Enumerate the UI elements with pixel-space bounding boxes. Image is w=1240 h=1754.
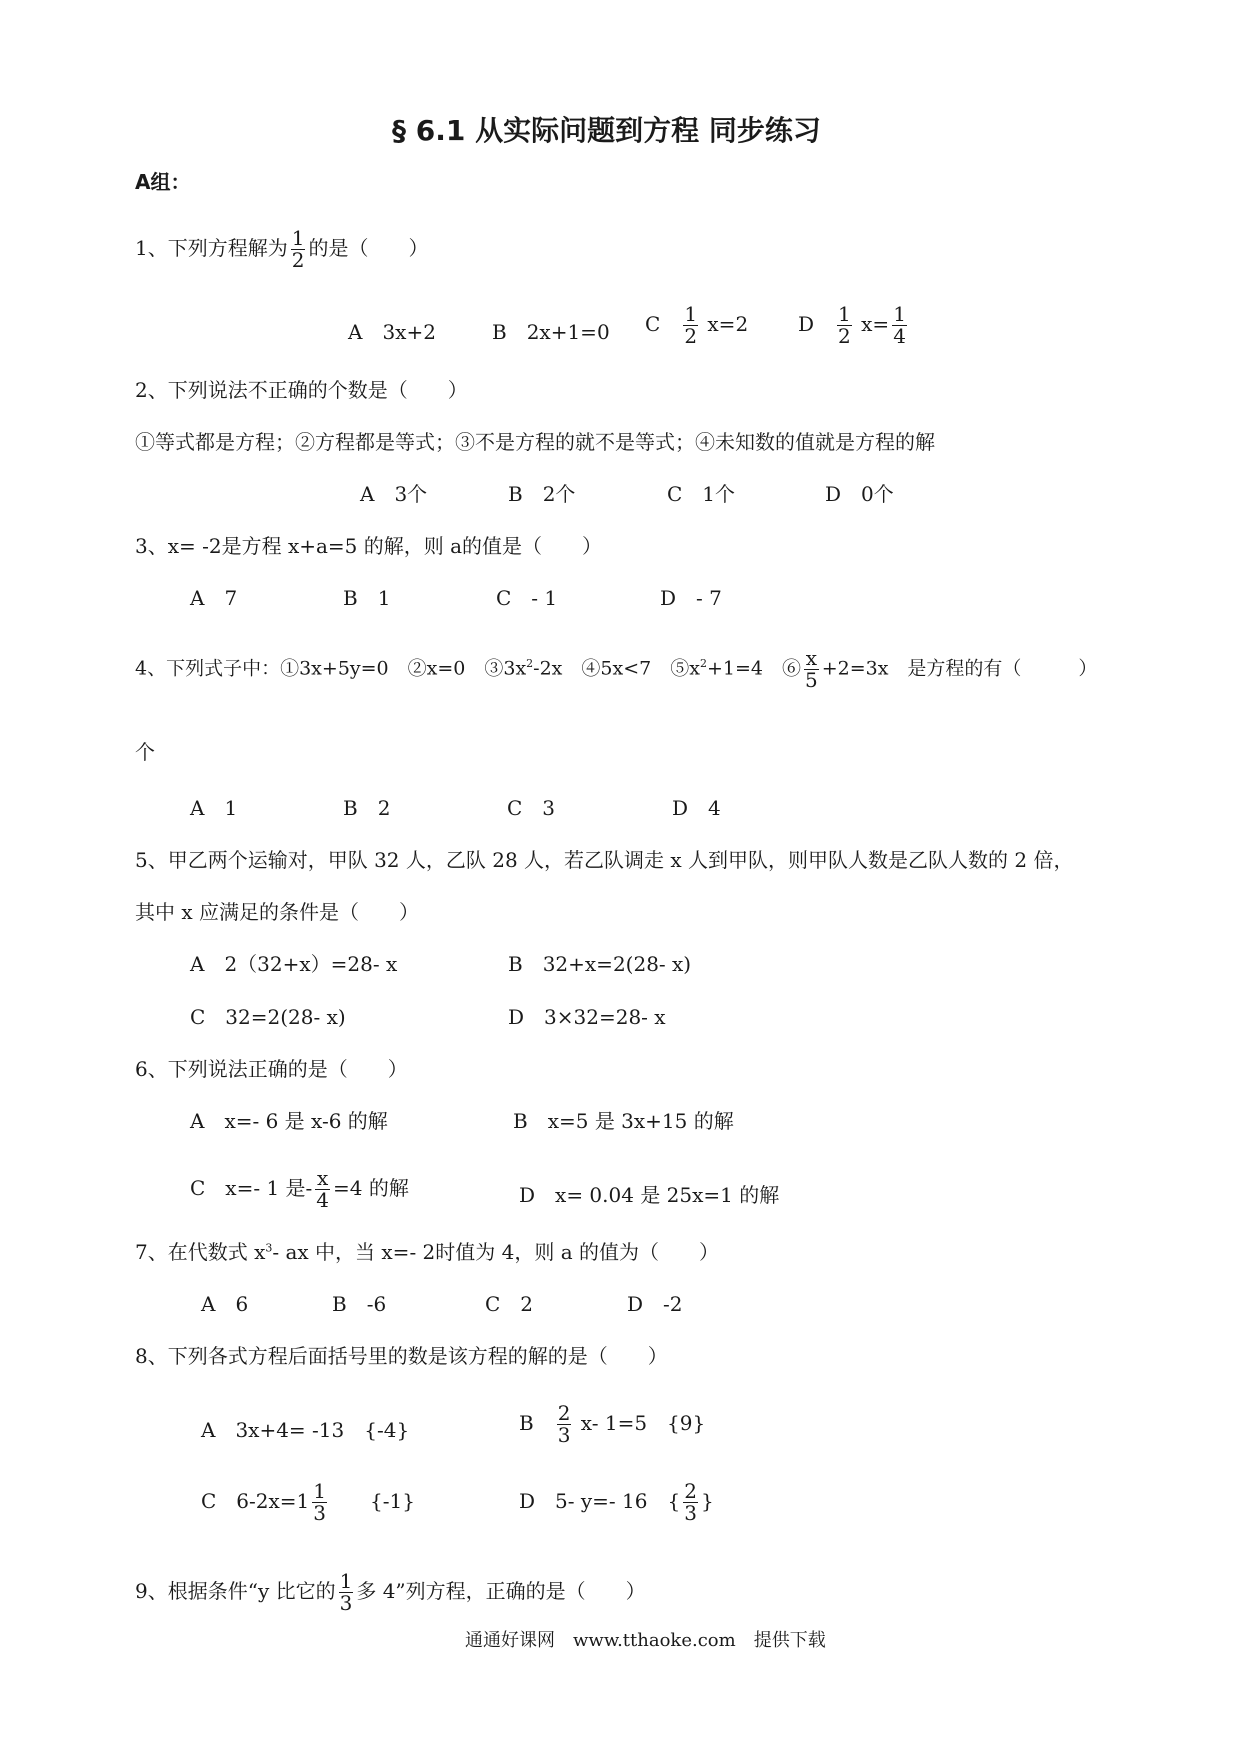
option-a: A 7 <box>190 586 238 610</box>
fraction: $\frac{1}{2}$ <box>838 302 851 348</box>
option-b: B 2x+1=0 <box>492 320 610 344</box>
fraction: $\frac{x}{4}$ <box>316 1166 330 1212</box>
question-6: 6、下列说法正确的是（ ） <box>135 1057 408 1081</box>
option-d: D 3×32=28- x <box>508 1005 666 1029</box>
option-b: B -6 <box>332 1292 387 1316</box>
option-c: C - 1 <box>496 586 558 610</box>
question-4: 4、下列式子中：①3x+5y=0 ②x=0 $③3x^2-2x$ ④5x<7 $⑤x^2+1=4$ ⑥ $\frac{x}{5}$ +2=3x 是方程的有（ ） <box>135 646 1098 692</box>
option-c: C 2 <box>485 1292 534 1316</box>
option-d: D -2 <box>627 1292 683 1316</box>
option-a: A 1 <box>190 796 238 820</box>
option-b: B x=5 是 3x+15 的解 <box>513 1109 734 1133</box>
option-a: A 3x+4= -13 {-4} <box>201 1418 410 1442</box>
question-5-line-2: 其中 x 应满足的条件是（ ） <box>135 900 419 924</box>
option-a: A 2（32+x）=28- x <box>190 952 398 976</box>
question-2-statements: ①等式都是方程；②方程都是等式；③不是方程的就不是等式；④未知数的值就是方程的解 <box>135 430 935 454</box>
option-b: B 32+x=2(28- x) <box>508 952 692 976</box>
option-b: B 1 <box>343 586 391 610</box>
option-d: D - 7 <box>660 586 722 610</box>
option-b: B $\frac{2}{3}$ x- 1=5 {9} <box>519 1401 706 1447</box>
question-5: 5、甲乙两个运输对，甲队 32 人，乙队 28 人，若乙队调走 x 人到甲队，则甲队人数是乙队人数的 2 倍， <box>135 848 1074 872</box>
option-a: A x=- 6 是 x-6 的解 <box>190 1109 388 1133</box>
option-b: B 2 <box>343 796 391 820</box>
option-b: B 2个 <box>508 482 576 506</box>
question-9: 9、根据条件“y 比它的 $\frac{1}{3}$ 多 4”列方程，正确的是（ ） <box>135 1569 646 1615</box>
option-d: D 5- y=- 16 { $\frac{2}{3}$ } <box>519 1479 714 1525</box>
option-c: C 1个 <box>667 482 736 506</box>
fraction: $\frac{1}{2}$ <box>291 226 305 272</box>
option-c: C 6-2x=1 $\frac{1}{3}$ {-1} <box>201 1479 415 1525</box>
fraction: $\frac{1}{3}$ <box>339 1569 353 1615</box>
fraction: $\frac{1}{2}$ <box>684 302 698 348</box>
page-title: § 6.1 从实际问题到方程 同步练习 <box>392 114 821 147</box>
question-8: 8、下列各式方程后面括号里的数是该方程的解的是（ ） <box>135 1344 668 1368</box>
fraction: $\frac{x}{5}$ <box>804 646 818 692</box>
option-a: A 3个 <box>360 482 428 506</box>
option-d: D 0个 <box>825 482 894 506</box>
option-d: D $\frac{1}{2}$ x= $\frac{1}{4}$ <box>798 302 906 348</box>
fraction: $\frac{2}{3}$ <box>684 1479 697 1525</box>
option-c: C $\frac{1}{2}$ x=2 <box>645 302 749 348</box>
fraction: $\frac{1}{3}$ <box>313 1479 327 1525</box>
question-2: 2、下列说法不正确的个数是（ ） <box>135 378 468 402</box>
option-d: D 4 <box>672 796 721 820</box>
option-a: A 6 <box>201 1292 249 1316</box>
option-c: C 32=2(28- x) <box>190 1005 346 1029</box>
fraction: $\frac{2}{3}$ <box>557 1401 571 1447</box>
option-c: C 3 <box>507 796 556 820</box>
question-7: 7、在代数式 $x^3-$ ax 中，当 x=- 2时值为 4，则 a 的值为（ ） <box>135 1240 720 1264</box>
question-3: 3、x= -2是方程 x+a=5 的解，则 a的值是（ ） <box>135 534 603 558</box>
question-4-continuation: 个 <box>135 740 155 764</box>
page-footer: 通通好课网 www.tthaoke.com 提供下载 <box>465 1630 826 1651</box>
option-a: A 3x+2 <box>348 320 436 344</box>
group-label: A组： <box>135 170 191 194</box>
option-d: D x= 0.04 是 25x=1 的解 <box>519 1183 780 1207</box>
fraction: $\frac{1}{4}$ <box>893 302 906 348</box>
question-1: 1、下列方程解为 $\frac{1}{2}$ 的是（ ） <box>135 226 429 272</box>
option-c: C x=- 1 是- $\frac{x}{4}$ =4 的解 <box>190 1166 409 1212</box>
